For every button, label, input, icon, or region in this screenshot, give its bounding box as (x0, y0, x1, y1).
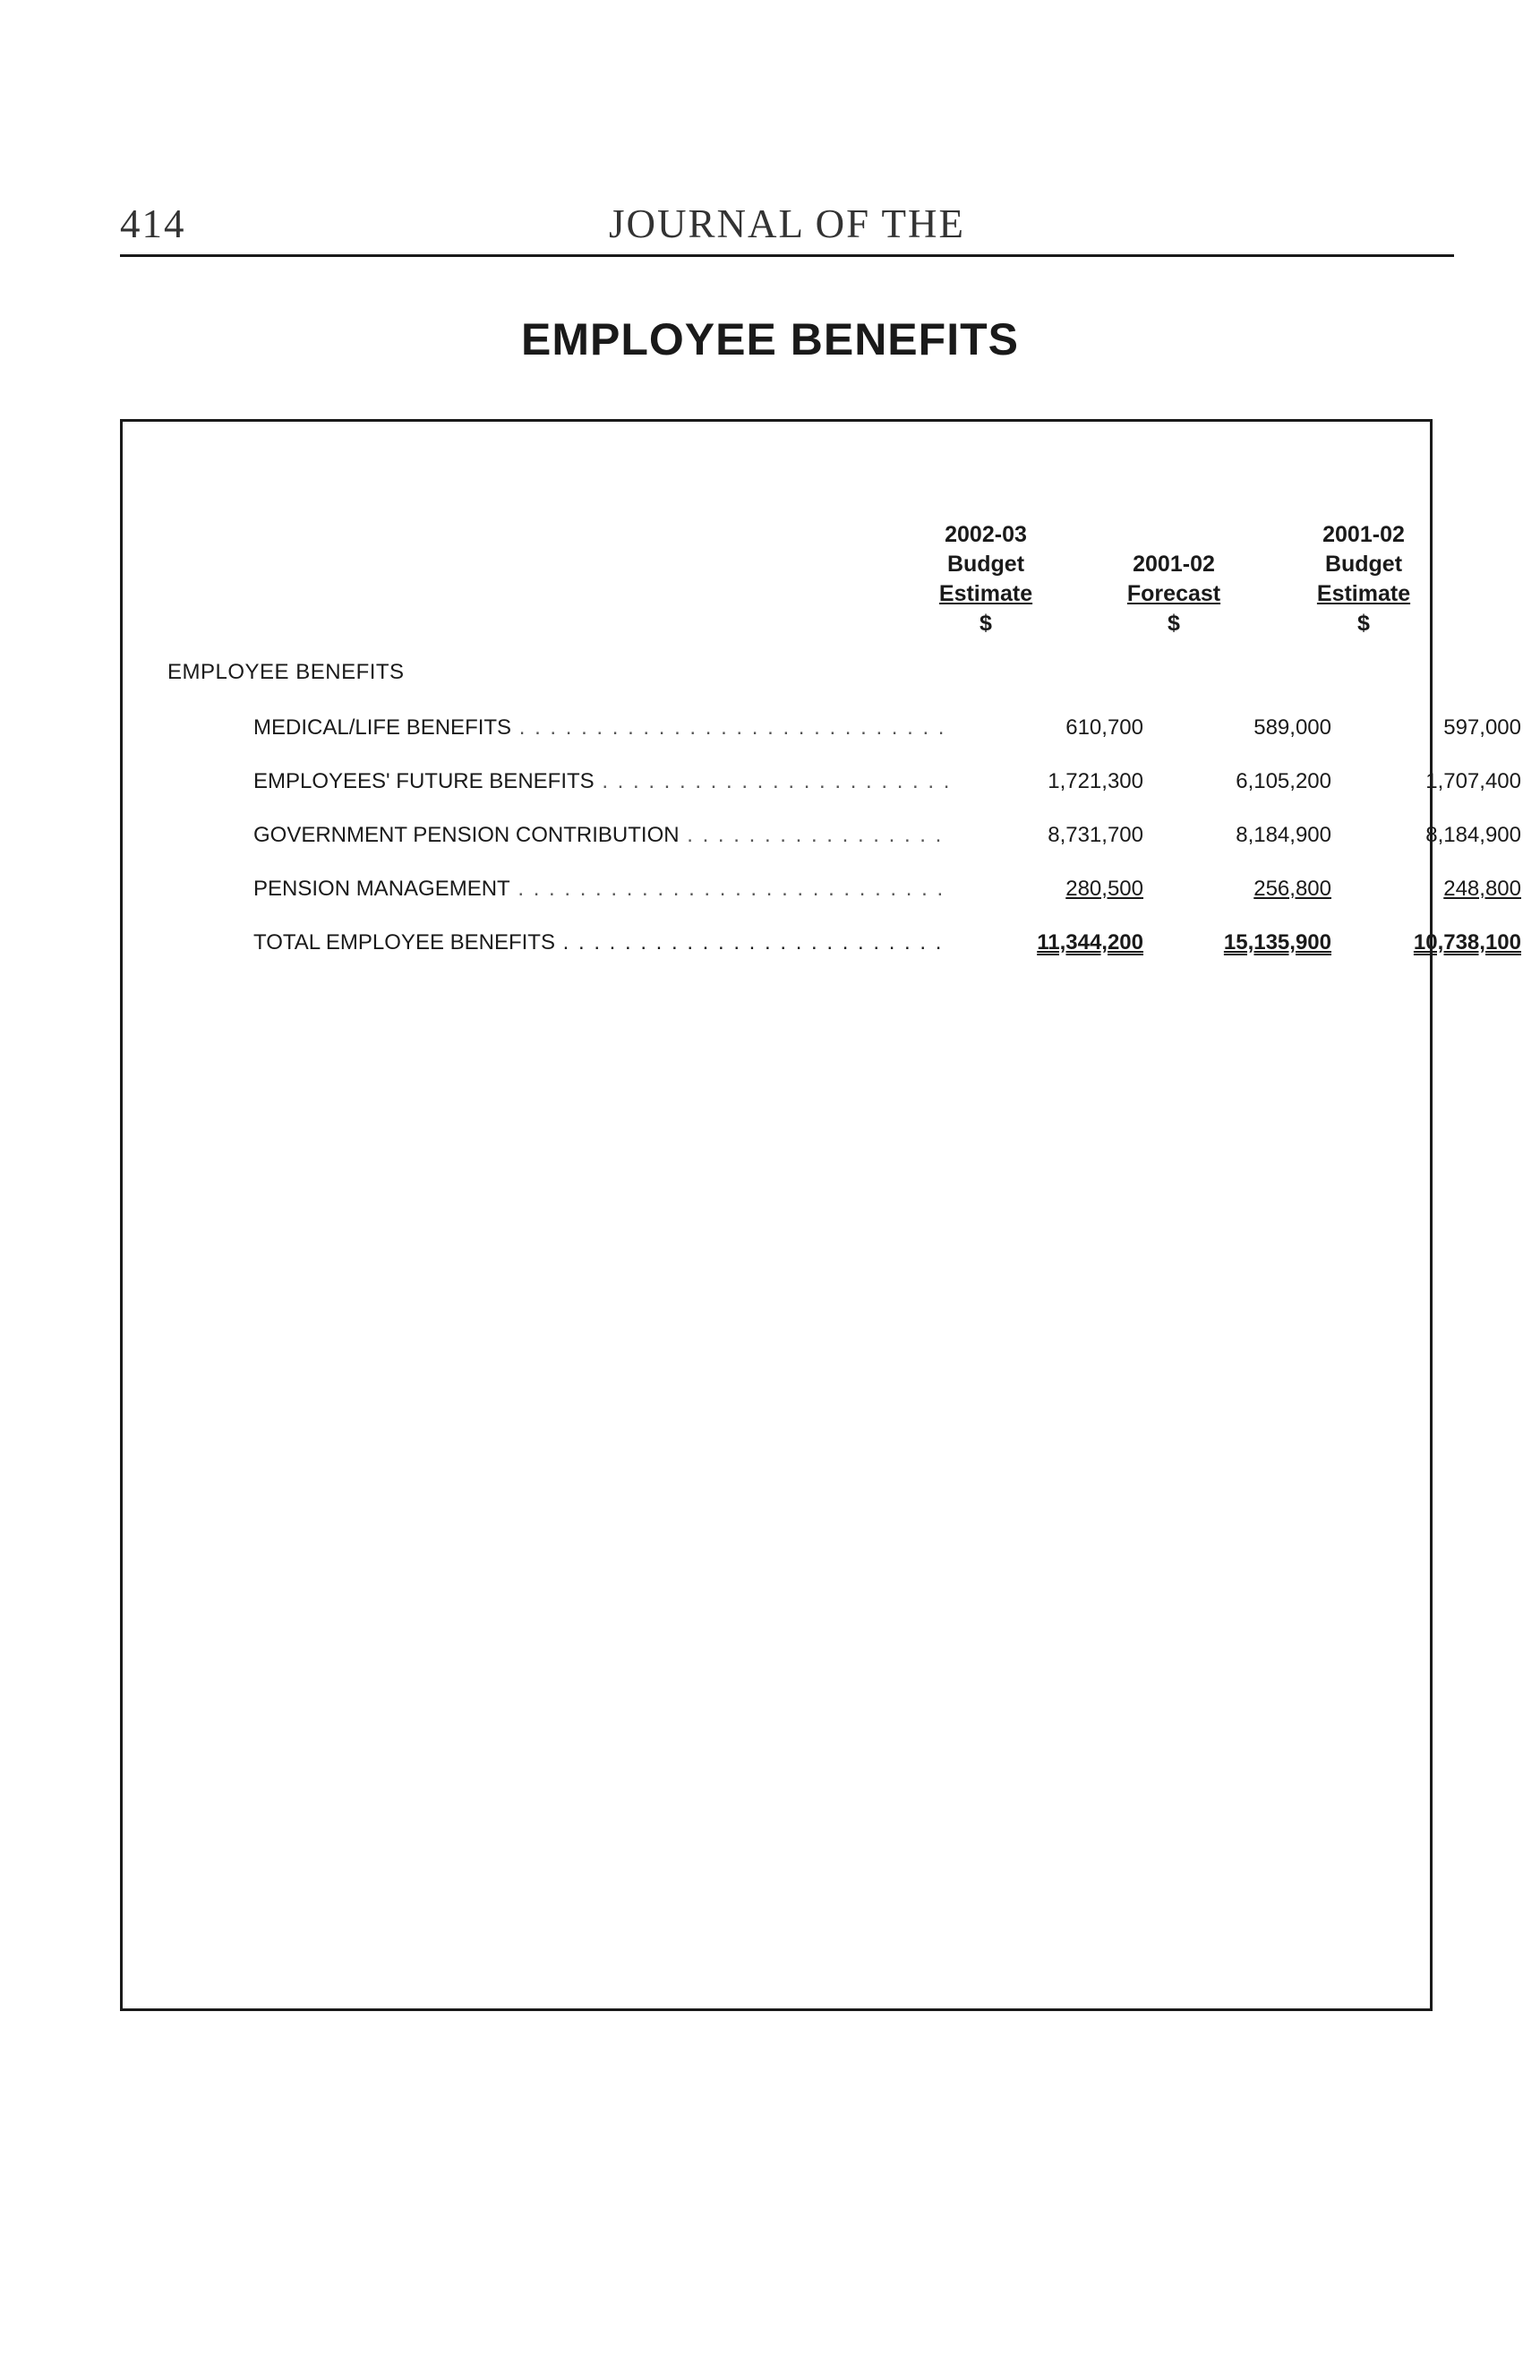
table-row (253, 877, 1521, 907)
total-row (253, 930, 1521, 961)
column-header-unit: $ (1357, 611, 1370, 636)
column-header-line: Estimate (1316, 581, 1411, 606)
row-label: GOVERNMENT PENSION CONTRIBUTION . . . (253, 823, 952, 848)
column-header-unit: $ (980, 611, 992, 636)
row-value: 8,184,900 (1236, 823, 1331, 847)
total-value: 15,135,900 (1223, 930, 1331, 955)
column-header-unit: $ (1168, 611, 1180, 636)
row-value: 6,105,200 (1236, 769, 1331, 793)
column-header-line: 2001-02 (1322, 522, 1405, 547)
page-title: EMPLOYEE BENEFITS (521, 314, 1019, 364)
table-row (253, 823, 1521, 853)
row-label: MEDICAL/LIFE BENEFITS . . . (253, 715, 952, 741)
row-value: 248,800 (1443, 877, 1521, 901)
row-label: EMPLOYEES' FUTURE BENEFITS . . . (253, 769, 952, 794)
column-header-line: Budget (1324, 552, 1403, 577)
section-label: EMPLOYEE BENEFITS (167, 660, 405, 684)
total-value: 11,344,200 (1037, 930, 1143, 955)
column-header-line: Budget (946, 552, 1025, 577)
row-value: 280,500 (1065, 877, 1143, 901)
column-header-2002-03-budget-estimate (896, 520, 1075, 638)
table-row (253, 769, 1521, 800)
row-value: 8,184,900 (1425, 823, 1521, 847)
running-header (120, 201, 1454, 257)
column-header-line: 2002-03 (945, 522, 1027, 547)
row-value: 256,800 (1253, 877, 1331, 901)
journal-title: JOURNAL OF THE (608, 201, 966, 246)
page-number: 414 (120, 201, 186, 246)
column-header-2001-02-forecast (1084, 520, 1263, 638)
row-value: 1,707,400 (1425, 769, 1521, 793)
column-header-line: Forecast (1126, 581, 1221, 606)
budget-table-frame (120, 419, 1521, 2011)
column-header-line: 2001-02 (1133, 552, 1215, 577)
row-value: 610,700 (1065, 715, 1143, 740)
row-value: 589,000 (1253, 715, 1331, 740)
total-value: 10,738,100 (1413, 930, 1521, 955)
column-header-line: Estimate (938, 581, 1033, 606)
row-value: 597,000 (1443, 715, 1521, 740)
column-header-line (1084, 520, 1263, 550)
total-label: TOTAL EMPLOYEE BENEFITS . . . (253, 930, 952, 955)
table-row (253, 715, 1521, 746)
row-value: 1,721,300 (1048, 769, 1143, 793)
column-header-2001-02-budget-estimate (1274, 520, 1453, 638)
row-value: 8,731,700 (1048, 823, 1143, 847)
row-label: PENSION MANAGEMENT . . . (253, 877, 952, 902)
